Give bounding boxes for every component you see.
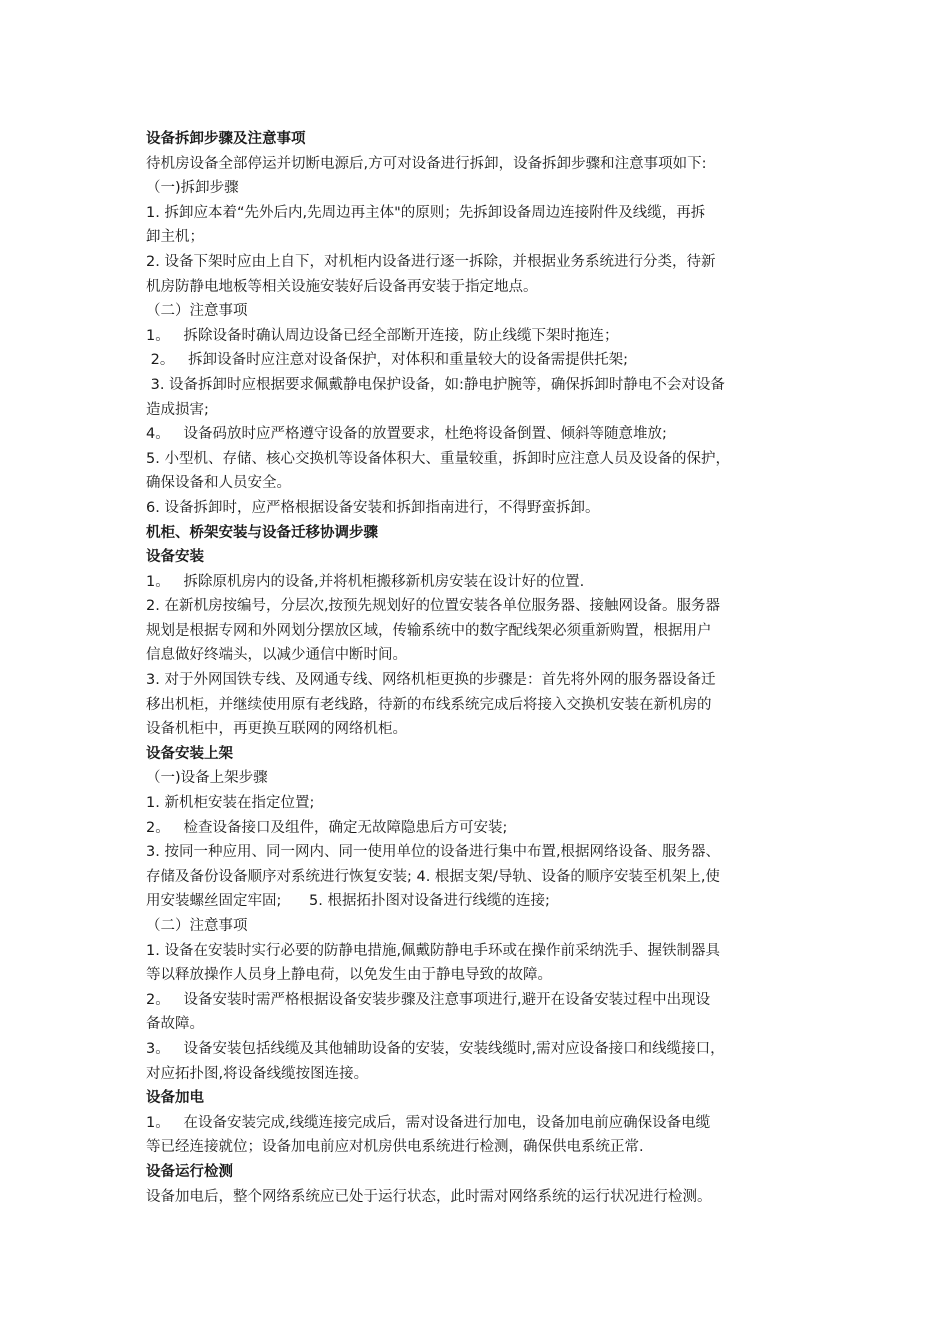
text-line: （二）注意事项 [146, 303, 248, 320]
text-line: 3。 设备安装包括线缆及其他辅助设备的安装，安装线缆时,需对应设备接口和线缆接口， [146, 1040, 725, 1057]
text-line: 卸主机； [146, 229, 204, 246]
document-body [146, 127, 814, 1209]
text-line: 1. 拆卸应本着“先外后内,先周边再主体"的原则；先拆卸设备周边连接附件及线缆，再拆 [146, 204, 706, 221]
text-line: 信息做好终端头，以减少通信中断时间。 [146, 647, 407, 664]
text-line: （一)设备上架步骤 [146, 770, 268, 787]
section-heading: 设备加电 [146, 1090, 204, 1107]
text-line: 1。 在设备安装完成,线缆连接完成后，需对设备进行加电，设备加电前应确保设备电缆 [146, 1114, 711, 1131]
text-line: 3. 对于外网国铁专线、及网通专线、网络机柜更换的步骤是：首先将外网的服务器设备迁 [146, 672, 716, 689]
text-line: 备故障。 [146, 1016, 204, 1033]
section-heading: 设备安装上架 [146, 745, 233, 762]
text-line: （二）注意事项 [146, 918, 248, 934]
text-line: 移出机柜，并继续使用原有老线路，待新的布线系统完成后将接入交换机安装在新机房的 [146, 696, 712, 713]
text-line: （一)拆卸步骤 [146, 180, 239, 197]
text-line: 1. 设备在安装时实行必要的防静电措施,佩戴防静电手环或在操作前采纳洗手、握铁制器具 [146, 942, 721, 959]
text-line: 2。 设备安装时需严格根据设备安装步骤及注意事项进行,避开在设备安装过程中出现设 [146, 991, 711, 1008]
section-heading: 设备拆卸步骤及注意事项 [146, 131, 306, 147]
text-line: 3. 按同一种应用、同一网内、同一使用单位的设备进行集中布置,根据网络设备、服务器、 [146, 844, 721, 861]
text-line: 5. 小型机、存储、核心交换机等设备体积大、重量较重，拆卸时应注意人员及设备的保护， [146, 450, 730, 467]
text-line: 待机房设备全部停运并切断电源后,方可对设备进行拆卸，设备拆卸步骤和注意事项如下: [146, 155, 707, 172]
text-line: 设备加电后，整个网络系统应已处于运行状态，此时需对网络系统的运行状况进行检测。 [146, 1188, 712, 1205]
text-line: 1. 新机柜安装在指定位置; [146, 795, 315, 812]
text-line: 规划是根据专网和外网划分摆放区域，传输系统中的数字配线架必须重新购置，根据用户 [146, 622, 712, 639]
text-line: 4。 设备码放时应严格遵守设备的放置要求，杜绝将设备倒置、倾斜等随意堆放; [146, 426, 667, 443]
text-line: 对应拓扑图,将设备线缆按图连接。 [146, 1065, 369, 1082]
text-line: 2。 检查设备接口及组件，确定无故障隐患后方可安装; [146, 819, 508, 836]
text-line: 2. 设备下架时应由上自下，对机柜内设备进行逐一拆除，并根据业务系统进行分类，待新 [146, 253, 716, 270]
text-line: 确保设备和人员安全。 [146, 475, 291, 492]
text-line: 设备机柜中，再更换互联网的网络机柜。 [146, 721, 407, 738]
text-line: 1。 拆除设备时确认周边设备已经全部断开连接，防止线缆下架时拖连； [146, 327, 619, 344]
text-line: 2。 拆卸设备时应注意对设备保护，对体积和重量较大的设备需提供托架; [146, 352, 629, 369]
text-line: 3. 设备拆卸时应根据要求佩戴静电保护设备，如:静电护腕等，确保拆卸时静电不会对设备 [146, 376, 725, 393]
section-heading: 机柜、桥架安装与设备迁移协调步骤 [146, 524, 378, 541]
text-line: 存储及备份设备顺序对系统进行恢复安装; 4. 根据支架/导轨、设备的顺序安装至机架上,使 [146, 868, 720, 885]
text-line: 6. 设备拆卸时，应严格根据设备安装和拆卸指南进行，不得野蛮拆卸。 [146, 499, 600, 516]
text-line: 2. 在新机房按编号，分层次,按预先规划好的位置安装各单位服务器、接触网设备。服务器 [146, 598, 721, 615]
section-heading: 设备安装 [146, 549, 204, 566]
text-line: 等已经连接就位；设备加电前应对机房供电系统进行检测，确保供电系统正常. [146, 1139, 644, 1156]
text-line: 等以释放操作人员身上静电荷，以免发生由于静电导致的故障。 [146, 967, 552, 984]
section-heading: 设备运行检测 [146, 1163, 233, 1180]
text-line: 机房防静电地板等相关设施安装好后设备再安装于指定地点。 [146, 278, 538, 295]
text-line: 1。 拆除原机房内的设备,并将机柜搬移新机房安装在设计好的位置. [146, 573, 585, 590]
text-line: 造成损害; [146, 401, 209, 418]
text-line: 用安装螺丝固定牢固; 5. 根据拓扑图对设备进行线缆的连接; [146, 893, 550, 910]
